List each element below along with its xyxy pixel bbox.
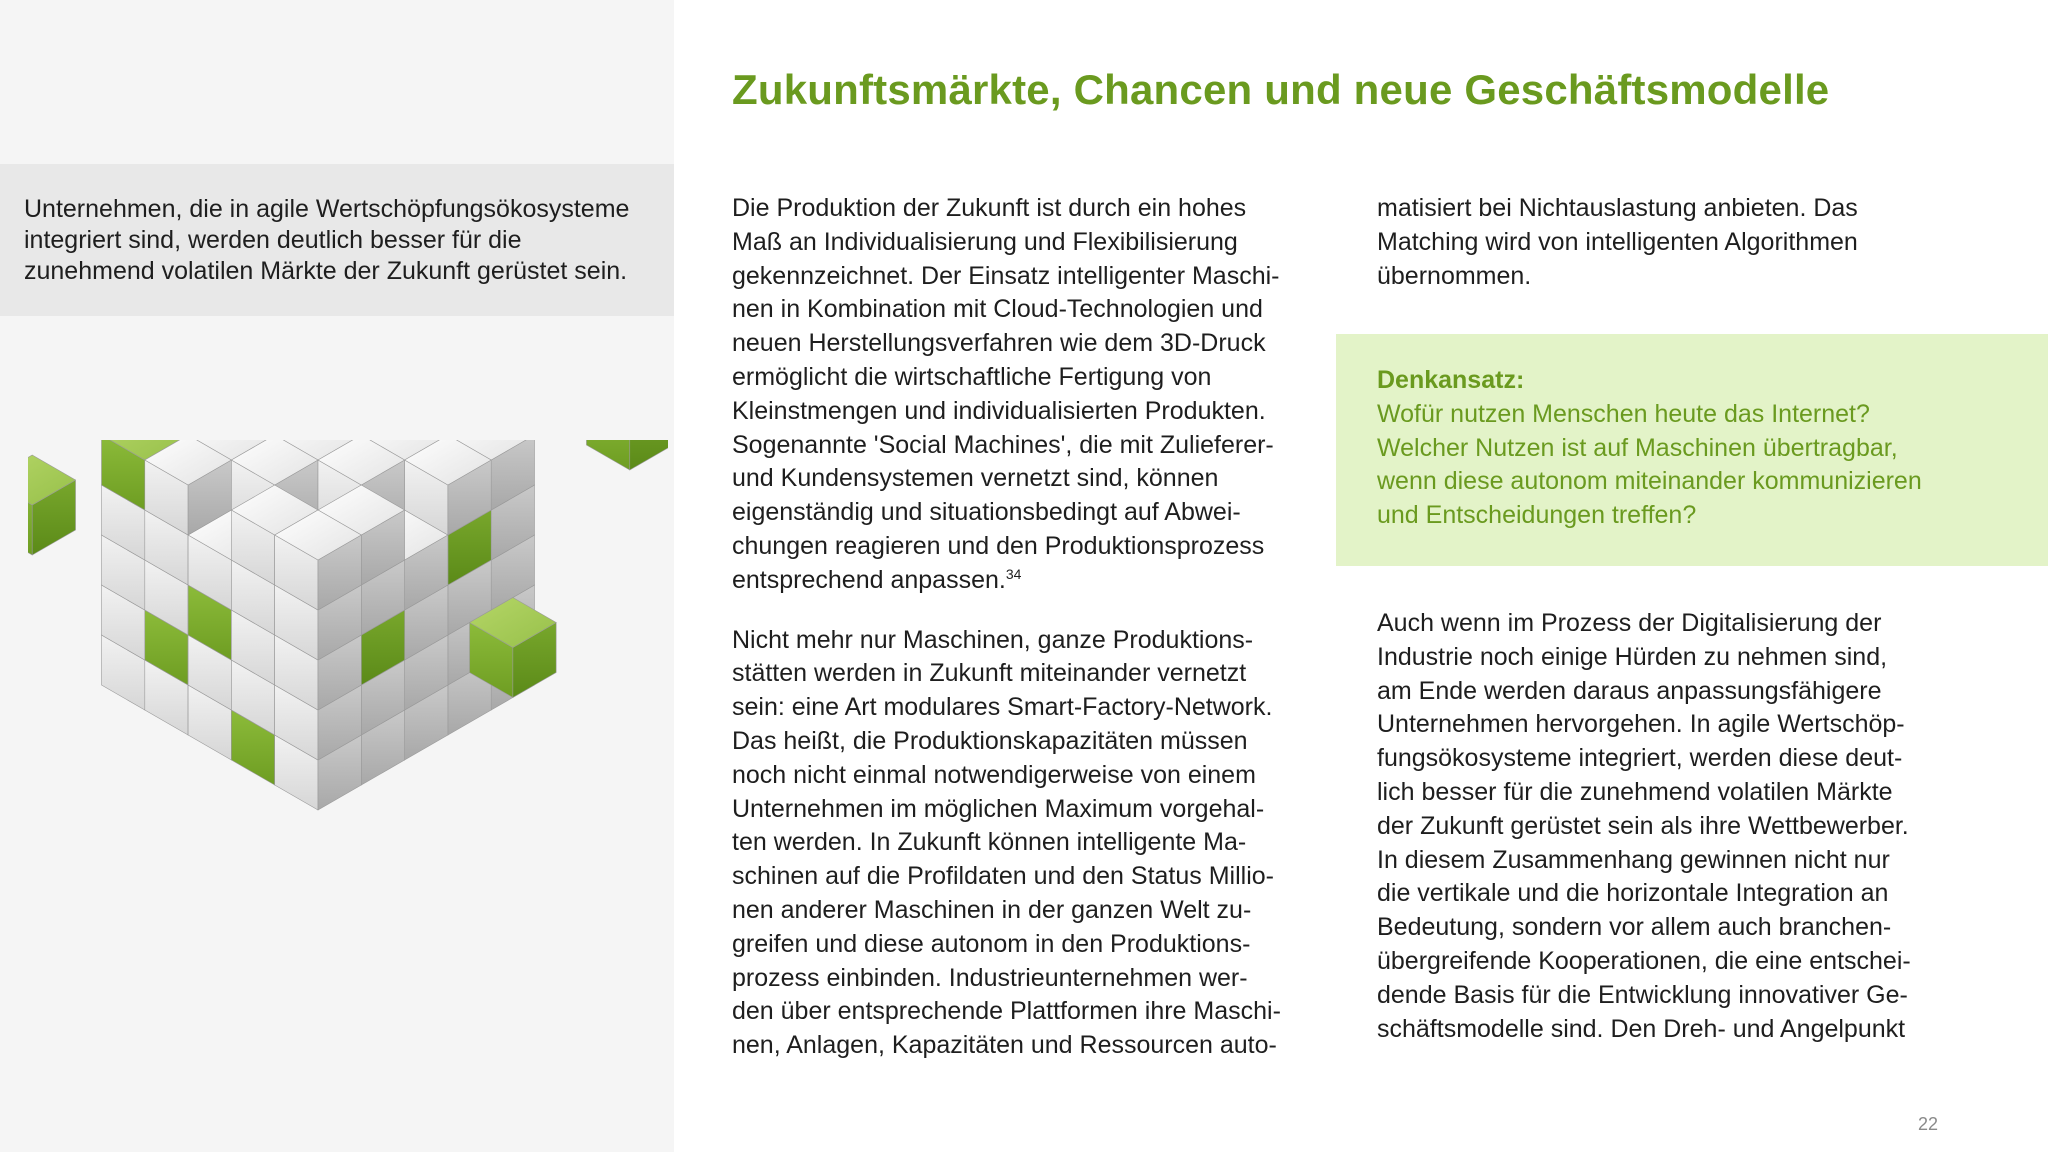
page-title: Zukunftsmärkte, Chancen und neue Geschäftsmodelle bbox=[732, 66, 1830, 113]
text-column-1 bbox=[732, 192, 1292, 1063]
denkansatz-title: Denkansatz: bbox=[1377, 366, 1525, 394]
green-block-face bbox=[586, 440, 629, 470]
sidebar-quote: Unternehmen, die in agile Wertschöpfungsökosysteme integriert sind, werden deutlich besser für die zunehmend volatilen Märkte der Zukunft gerüstet sein. bbox=[24, 195, 630, 285]
text-column-2 bbox=[1377, 192, 1937, 293]
cube-blocks-illustration-icon bbox=[28, 440, 668, 920]
column1-paragraph1 bbox=[732, 192, 1292, 598]
denkansatz-text: Wofür nutzen Menschen heute das Internet? Welcher Nutzen ist auf Maschinen übertragbar, wenn diese autonom miteinander kommunizieren und Entscheidungen treffen? bbox=[1377, 399, 1922, 530]
column1-paragraph2: Nicht mehr nur Maschinen, ganze Produktions- stätten werden in Zukunft miteinander vernetzt sein: eine Art modulares Smart-Factory-Network. Das heißt, die Produktionskapazitäten müssen noch nicht einmal notwendigerweise von einem Unternehmen im möglichen Maximum vorgehal- ten werden. In Zukunft können intelligente Ma- schinen auf die Profildaten und den Status Millio- nen anderer Maschinen in der ganzen Welt zu- greifen und diese autonom in den Produktions- prozess einbinden. Industrieunternehmen wer- den über entsprechende Plattformen ihre Maschi- nen, Anlagen, Kapazitäten und Ressourcen auto- bbox=[732, 625, 1281, 1060]
quote-box bbox=[0, 164, 674, 316]
column1-paragraph1-text: Die Produktion der Zukunft ist durch ein hohes Maß an Individualisierung und Flexibilisierung gekennzeichnet. Der Einsatz intelligenter Maschi- nen in Kombination mit Cloud-Technologien und neuen Herstellungsverfahren wie dem 3D-Druck ermöglicht die wirtschaftliche Fertigung von Kleinstmengen und individualisierten Produkten. Sogenannte 'Social Machines', die mit Zulieferer- und Kundensystemen vernetzt sind, können eigenständig und situationsbedingt auf Abwei- chungen reagieren und den Produktionsprozess entsprechend anpassen. bbox=[732, 194, 1280, 594]
page-number: 22 bbox=[1918, 1114, 1939, 1134]
text-column-3 bbox=[1377, 607, 1937, 1046]
column3-paragraph1: Auch wenn im Prozess der Digitalisierung der Industrie noch einige Hürden zu nehmen sind, am Ende werden daraus anpassungsfähigere Unternehmen hervorgehen. In agile Wertschöp- fungsökosysteme integriert, werden diese deut- lich besser für die zunehmend volatilen Märkte der Zukunft gerüstet sein als ihre Wettbewerber. In diesem Zusammenhang gewinnen nicht nur die vertikale und die horizontale Integration an Bedeutung, sondern vor allem auch branchen- übergreifende Kooperationen, die eine entschei- dende Basis für die Entwicklung innovativer Ge- schäftsmodelle sind. Den Dreh- und Angelpunkt bbox=[1377, 609, 1911, 1043]
column2-paragraph1: matisiert bei Nichtauslastung anbieten. Das Matching wird von intelligenten Algorithmen übernommen. bbox=[1377, 194, 1858, 290]
footnote-reference: 34 bbox=[1005, 565, 1022, 582]
green-block-face bbox=[630, 440, 668, 470]
sidebar bbox=[0, 0, 674, 1152]
cube-illustration bbox=[28, 440, 668, 920]
denkansatz-box bbox=[1336, 334, 2048, 566]
